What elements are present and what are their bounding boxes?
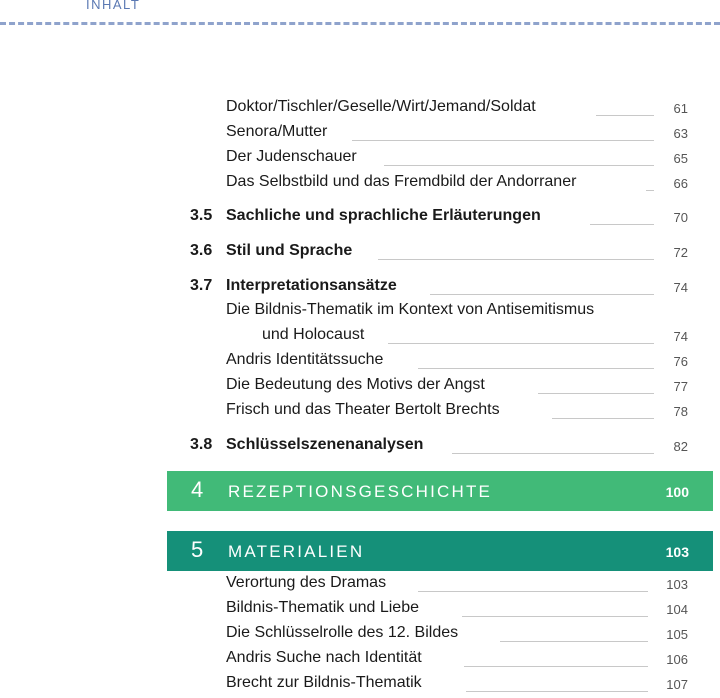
dot-leader [464,666,648,667]
toc-entry[interactable] [0,599,720,623]
dot-leader [590,224,654,225]
dot-leader [500,641,648,642]
section-title: Schlüsselszenenanalysen [226,436,424,453]
chapter-5-band[interactable] [167,531,713,571]
chapter-4-band[interactable] [167,471,713,511]
section-page: 74 [673,280,688,295]
dot-leader [388,343,654,344]
toc-entry-title: Der Judenschauer [226,148,357,165]
toc-entry-page: 103 [666,577,688,592]
toc-entry-page: 63 [673,126,688,141]
toc-entry-page: 78 [673,404,688,419]
toc-entry-title: Verortung des Dramas [226,574,387,591]
toc-entry-title: Die Bildnis-Thematik im Kontext von Antisemitismus [226,301,595,318]
section-page: 82 [673,439,688,454]
toc-entry-title: Bildnis-Thematik und Liebe [226,599,419,616]
dot-leader [418,368,654,369]
toc-section-3-5[interactable] [0,207,720,231]
toc-entry[interactable] [0,123,720,147]
section-number: 3.6 [190,242,213,259]
toc-entry-title: Das Selbstbild und das Fremdbild der Andorraner [226,173,577,190]
chapter-page: 103 [665,544,689,560]
dot-leader [462,616,648,617]
toc-entry[interactable] [0,351,720,375]
toc-entry[interactable] [0,624,720,648]
toc-entry[interactable] [0,674,720,698]
toc-entry[interactable] [0,574,720,598]
toc-entry-page: 77 [673,379,688,394]
toc-entry-page: 66 [673,176,688,191]
dot-leader [384,165,654,166]
chapter-number: 4 [191,477,204,502]
toc-entry[interactable] [0,376,720,400]
chapter-number: 5 [191,537,204,562]
dot-leader [466,691,648,692]
section-title: Stil und Sprache [226,242,353,259]
dot-leader [352,140,654,141]
toc-entry-title: Brecht zur Bildnis-Thematik [226,674,422,691]
toc-section-3-6[interactable] [0,242,720,266]
dot-leader [378,259,654,260]
toc-entry-title: Frisch und das Theater Bertolt Brechts [226,401,500,418]
dot-leader [596,115,654,116]
dot-leader [538,393,654,394]
toc-entry-page: 107 [666,677,688,692]
toc-entry-page: 74 [673,329,688,344]
toc-entry[interactable] [0,98,720,122]
chapter-title: REZEPTIONSGESCHICHTE [228,482,493,501]
toc-entry-page: 65 [673,151,688,166]
toc-entry-title: Doktor/Tischler/Geselle/Wirt/Jemand/Soldat [226,98,536,115]
dot-leader [552,418,654,419]
dot-leader [452,453,654,454]
toc-entry-title: Andris Identitätssuche [226,351,384,368]
toc-entry[interactable] [0,301,720,349]
toc-entry-title: Andris Suche nach Identität [226,649,422,666]
toc-entry-page: 76 [673,354,688,369]
section-page: 70 [673,210,688,225]
toc-entry-page: 106 [666,652,688,667]
toc-entry-title-continued: und Holocaust [262,326,365,343]
toc-entry[interactable] [0,401,720,425]
toc-entry-title: Die Bedeutung des Motivs der Angst [226,376,485,393]
toc-entry[interactable] [0,173,720,197]
toc-section-3-7[interactable] [0,277,720,301]
section-title: Sachliche und sprachliche Erläuterungen [226,207,541,224]
dot-leader [646,190,654,191]
toc-entry-page: 104 [666,602,688,617]
header-label: INHALT [86,0,141,12]
toc-entry-page: 61 [673,101,688,116]
section-page: 72 [673,245,688,260]
section-number: 3.5 [190,207,213,224]
toc-entry[interactable] [0,649,720,673]
section-number: 3.7 [190,277,213,294]
toc-entry-title: Senora/Mutter [226,123,328,140]
chapter-title: MATERIALIEN [228,542,365,561]
toc-entry-page: 105 [666,627,688,642]
dot-leader [430,294,654,295]
section-number: 3.8 [190,436,213,453]
toc-section-3-8[interactable] [0,436,720,460]
dot-leader [418,591,648,592]
chapter-page: 100 [665,484,689,500]
toc-entry-title: Die Schlüsselrolle des 12. Bildes [226,624,459,641]
section-title: Interpretationsansätze [226,277,397,294]
toc-entry[interactable] [0,148,720,172]
